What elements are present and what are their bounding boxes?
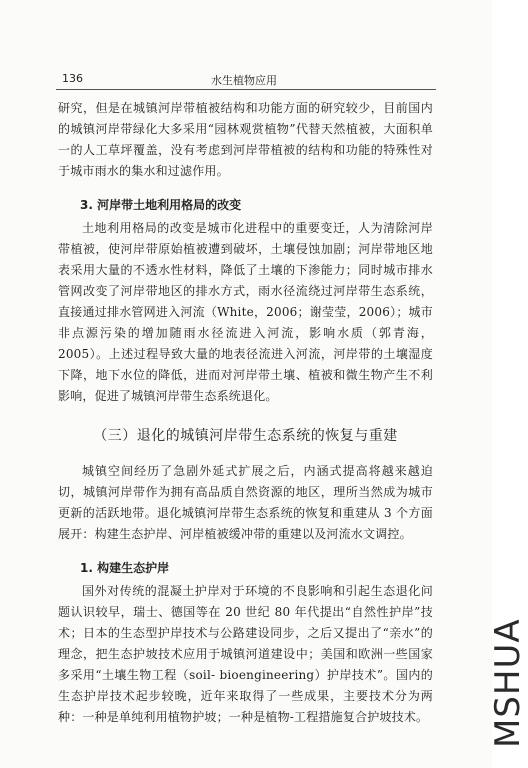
header-rule (56, 89, 436, 90)
section-heading-recovery: （三）退化的城镇河岸带生态系统的恢复与重建 (93, 428, 398, 444)
page-header (56, 70, 436, 90)
running-title: 水生植物应用 (211, 74, 277, 87)
watermark-text: MSHUA (488, 618, 528, 748)
watermark (458, 608, 528, 748)
page-content (58, 98, 433, 728)
heading-ecological-bank: 1. 构建生态护岸 (80, 561, 170, 575)
paragraph-ecological-bank: 国外对传统的混凝土护岸对于环境的不良影响和引起生态退化问题认识较早，瑞士、德国等在 20 世纪 80 年代提出“自然性护岸”技术；日本的生态型护岸技术与公路建设同步，之后又提出了“亲水”的理念，把生态护坡技术应用于城镇河道建设中；美国和欧洲一些国家多采用“土壤生物工程（soil- bioengineering）护岸技术”。国内的生态护岸技术起步较晚，近年来取得了一些成果，主要技术分为两种：一种是单纯利用植物护坡；一种是植物-工程措施复合护坡技术。 (58, 584, 433, 724)
paragraph-intro: 研究，但是在城镇河岸带植被结构和功能方面的研究较少，目前国内的城镇河岸带绿化大多采用“园林观赏植物”代替天然植被，大面积单一的人工草坪覆盖，没有考虑到河岸带植被的结构和功能的特殊性对于城市雨水的集水和过滤作用。 (58, 101, 433, 178)
page-number: 136 (62, 72, 83, 85)
heading-land-use-change: 3. 河岸带土地利用格局的改变 (80, 198, 242, 212)
paragraph-recovery: 城镇空间经历了急剧外延式扩展之后，内涵式提高将越来越迫切，城镇河岸带作为拥有高品质自然资源的地区，理所当然成为城市更新的活跃地带。退化城镇河岸带生态系统的恢复和重建从 3 个方面展开：构建生态护岸、河岸植被缓冲带的重建以及河流水文调控。 (58, 464, 433, 541)
paragraph-land-use: 土地利用格局的改变是城市化进程中的重要变迁，人为清除河岸带植被，使河岸带原始植被遭到破坏，土壤侵蚀加剧；河岸带地区地表采用大量的不透水性材料，降低了土壤的下渗能力；同时城市排水管网改变了河岸带地区的排水方式，雨水径流绕过河岸带生态系统，直接通过排水管网进入河流（White，2006；谢莹莹，2006）；城市非点源污染的增加随雨水径流进入河流，影响水质（郭青海，2005）。上述过程导致大量的地表径流进入河流，河岸带的土壤湿度下降，地下水位的降低，进而对河岸带土壤、植被和微生物产生不利影响，促进了城镇河岸带生态系统退化。 (58, 221, 433, 403)
